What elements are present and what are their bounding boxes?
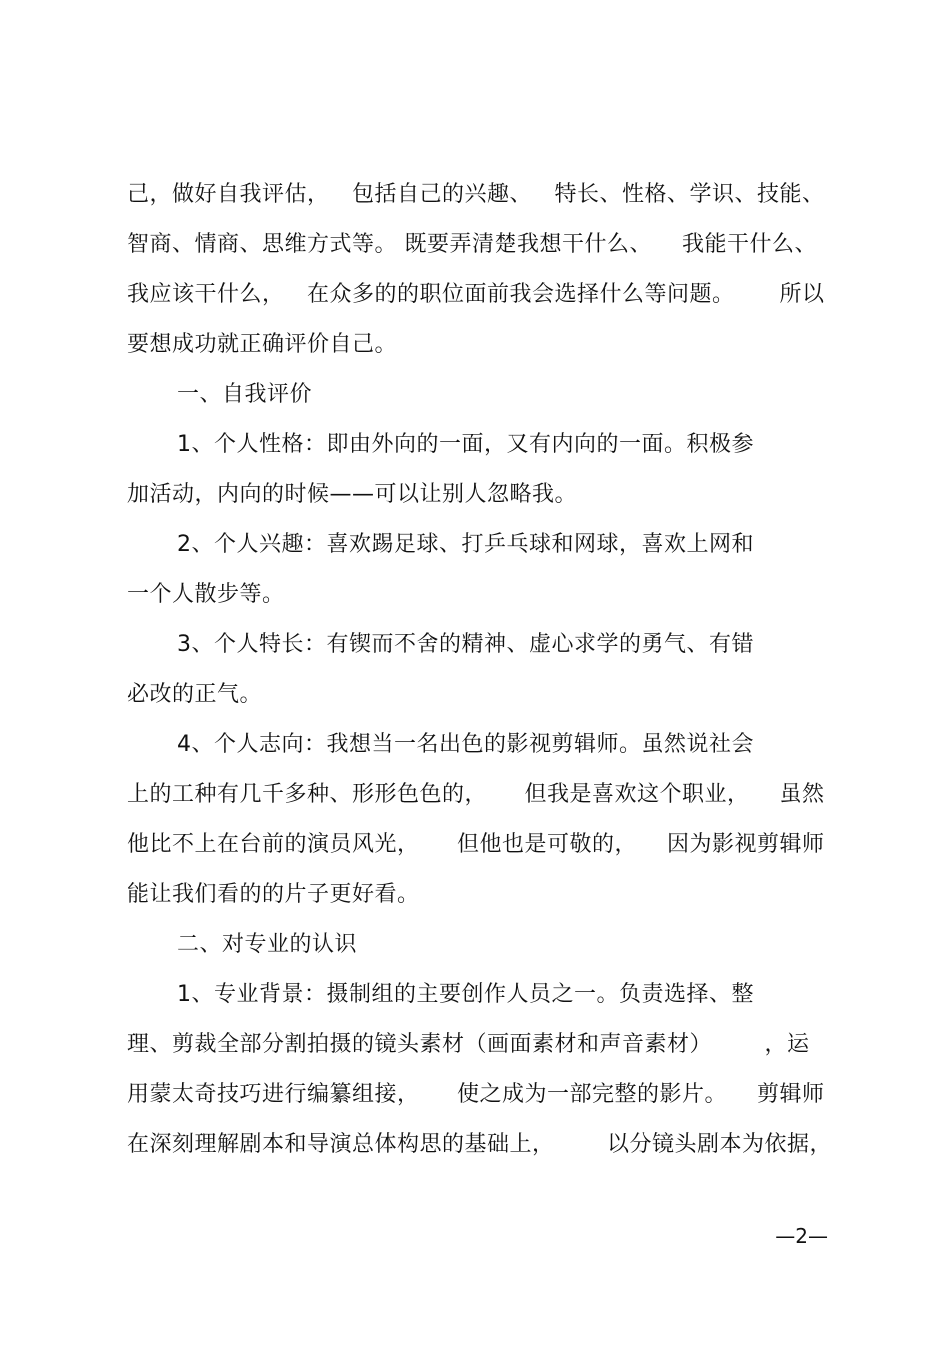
section-heading-self-evaluation: 一、自我评价 — [177, 382, 313, 407]
text-line-personality: 1、个人性格：即由外向的一面，又有内向的一面。积极参 — [177, 432, 754, 457]
text-line-4: 要想成功就正确评价自己。 — [127, 332, 398, 357]
text-line-9: 一个人散步等。 — [127, 582, 285, 607]
text-line-15: 能让我们看的的片子更好看。 — [127, 882, 420, 907]
text-line-20: 在深刻理解剧本和导演总体构思的基础上， 以分镜头剧本为依据， — [127, 1132, 832, 1157]
text-line-background: 1、专业背景：摄制组的主要创作人员之一。负责选择、整 — [177, 982, 754, 1007]
text-line-19: 用蒙太奇技巧进行编纂组接， 使之成为一部完整的影片。 剪辑师 — [127, 1082, 825, 1107]
text-line-18: 理、剪裁全部分割拍摄的镜头素材（画面素材和声音素材） ，运 — [127, 1032, 810, 1057]
text-line-7: 加活动，内向的时候——可以让别人忽略我。 — [127, 482, 578, 507]
text-line-aspiration: 4、个人志向：我想当一名出色的影视剪辑师。虽然说社会 — [177, 732, 754, 757]
text-line-14: 他比不上在台前的演员风光， 但他也是可敬的， 因为影视剪辑师 — [127, 832, 825, 857]
text-line-3: 我应该干什么， 在众多的的职位面前我会选择什么等问题。 所以 — [127, 282, 825, 307]
text-line-2: 智商、情商、思维方式等。 既要弄清楚我想干什么、 我能干什么、 — [127, 232, 817, 257]
text-line-13: 上的工种有几千多种、形形色色的， 但我是喜欢这个职业， 虽然 — [127, 782, 825, 807]
text-line-1: 己，做好自我评估， 包括自己的兴趣、 特长、性格、学识、技能、 — [127, 182, 825, 207]
text-line-strengths: 3、个人特长：有锲而不舍的精神、虚心求学的勇气、有错 — [177, 632, 754, 657]
text-line-11: 必改的正气。 — [127, 682, 263, 707]
section-heading-major-understanding: 二、对专业的认识 — [177, 932, 358, 957]
page-number: —2— — [775, 1224, 828, 1248]
text-line-interests: 2、个人兴趣：喜欢踢足球、打乒乓球和网球，喜欢上网和 — [177, 532, 754, 557]
